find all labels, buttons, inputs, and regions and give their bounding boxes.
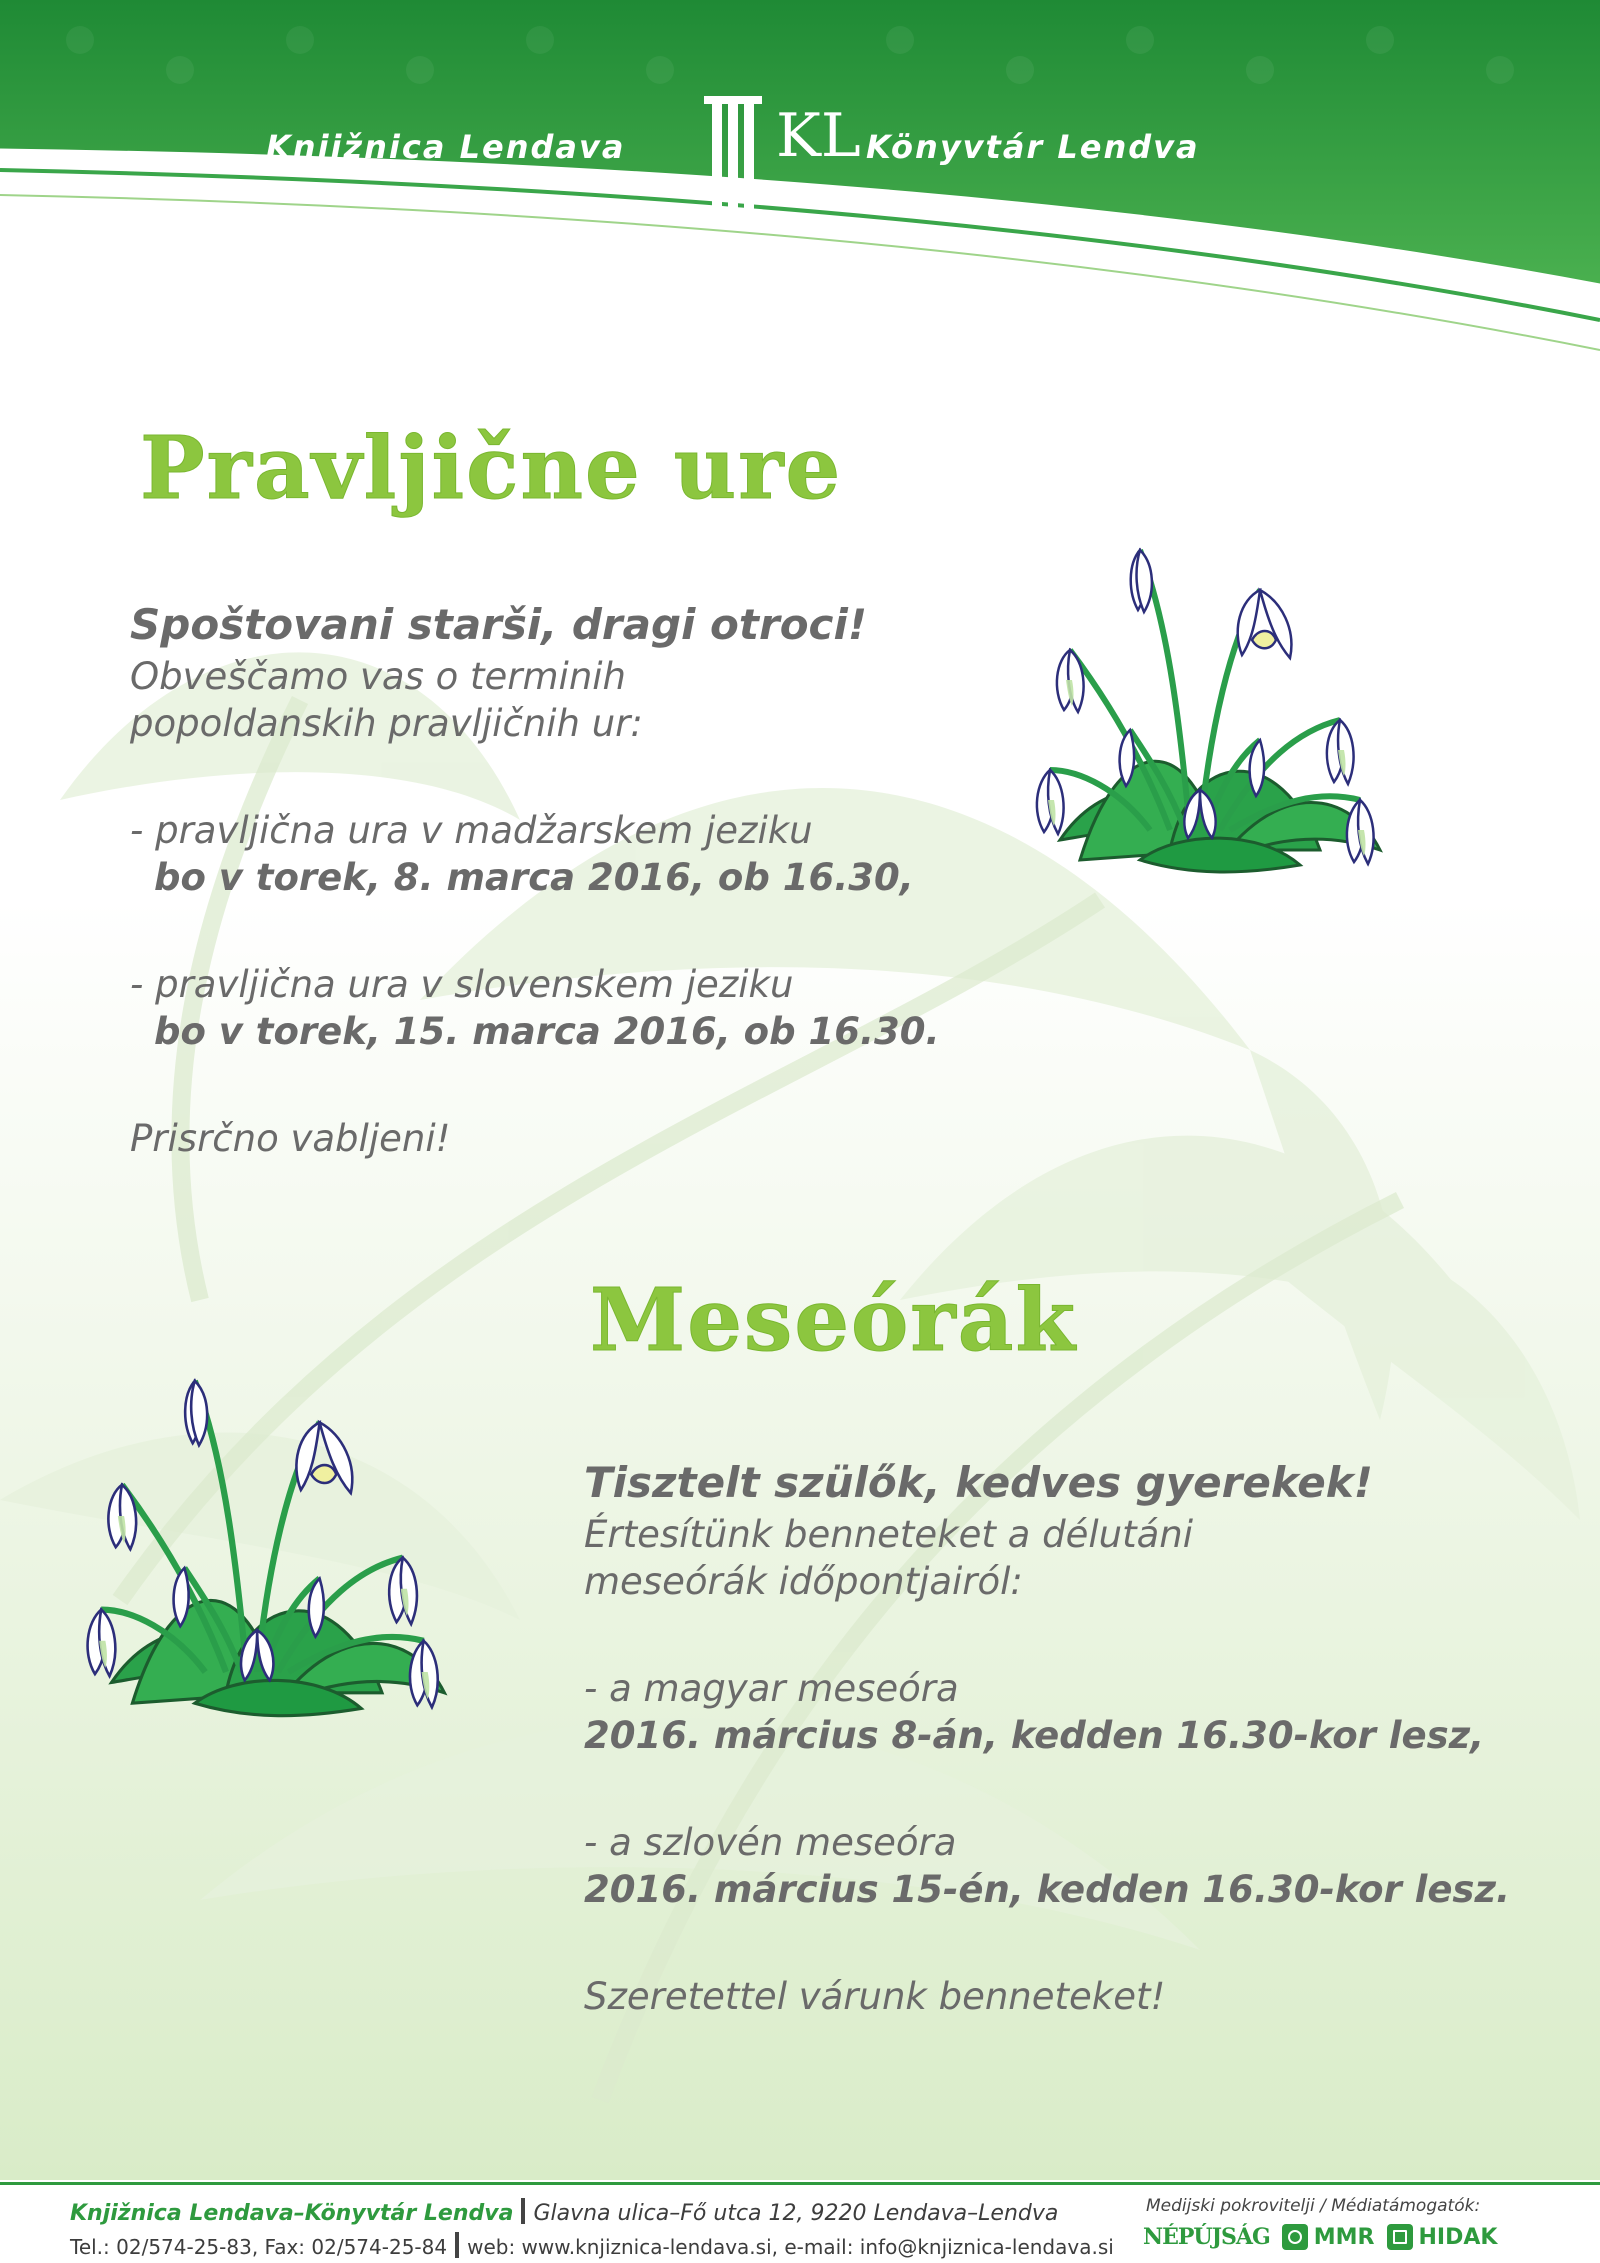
hungarian-intro-line-1: Értesítünk benneteket a délutáni — [584, 1513, 1193, 1556]
header-left-name: Knjižnica Lendava — [266, 128, 626, 166]
footer-phone-fax: Tel.: 02/574-25-83, Fax: 02/574-25-84 — [70, 2235, 448, 2259]
sponsor-nepujsag-logo: NÉPÚJSÁG — [1143, 2224, 1270, 2250]
sponsors-label: Medijski pokrovitelji / Médiatámogatók: — [1146, 2196, 1481, 2216]
hungarian-text-block — [584, 1458, 1510, 2020]
hidak-icon — [1387, 2224, 1413, 2250]
slovene-intro-line-1: Obveščamo vas o terminih — [130, 655, 626, 698]
sponsor-hidak-text: HIDAK — [1418, 2224, 1498, 2250]
slovene-event1-label: - pravljična ura v madžarskem jeziku — [130, 809, 813, 852]
header-right-name: Könyvtár Lendva — [866, 128, 1200, 166]
hungarian-intro-line-2: meseórák időpontjairól: — [584, 1560, 1023, 1603]
hungarian-title: Meseórák — [590, 1270, 1078, 1371]
footer-address: Glavna ulica–Fő utca 12, 9220 Lendava–Lendva — [533, 2201, 1059, 2226]
sponsor-mmr-text: MMR — [1313, 2224, 1375, 2250]
footer-address-line — [70, 2198, 1058, 2226]
slovene-event1-date: bo v torek, 8. marca 2016, ob 16.30, — [154, 856, 914, 899]
footer-org-name: Knjižnica Lendava–Könyvtár Lendva — [70, 2201, 514, 2226]
sponsor-hidak-logo — [1387, 2224, 1498, 2250]
sponsor-mmr-logo — [1282, 2224, 1375, 2250]
slovene-intro-line-2: popoldanskih pravljičnih ur: — [130, 702, 643, 745]
footer-contact-line — [70, 2232, 1114, 2259]
mmr-icon — [1282, 2224, 1308, 2250]
hungarian-event1-date: 2016. március 8-án, kedden 16.30-kor lesz, — [584, 1714, 1485, 1757]
hungarian-event1-label: - a magyar meseóra — [584, 1667, 959, 1710]
library-logo: KL — [776, 101, 861, 171]
slovene-greeting: Spoštovani starši, dragi otroci! — [130, 600, 867, 649]
hungarian-event2-label: - a szlovén meseóra — [584, 1821, 957, 1864]
sponsor-logos — [1143, 2224, 1497, 2250]
slovene-closing: Prisrčno vabljeni! — [130, 1117, 451, 1160]
slovene-event2-label: - pravljična ura v slovenskem jeziku — [130, 963, 794, 1006]
hungarian-event2-date: 2016. március 15-én, kedden 16.30-kor lesz. — [584, 1868, 1511, 1911]
hungarian-greeting: Tisztelt szülők, kedves gyerekek! — [584, 1458, 1373, 1507]
slovene-title: Pravljične ure — [140, 418, 843, 519]
slovene-event2-date: bo v torek, 15. marca 2016, ob 16.30. — [154, 1010, 940, 1053]
slovene-text-block — [130, 600, 940, 1162]
footer-web-email[interactable]: web: www.knjiznica-lendava.si, e-mail: info@knjiznica-lendava.si — [467, 2235, 1114, 2259]
hungarian-closing: Szeretettel várunk benneteket! — [584, 1975, 1166, 2018]
